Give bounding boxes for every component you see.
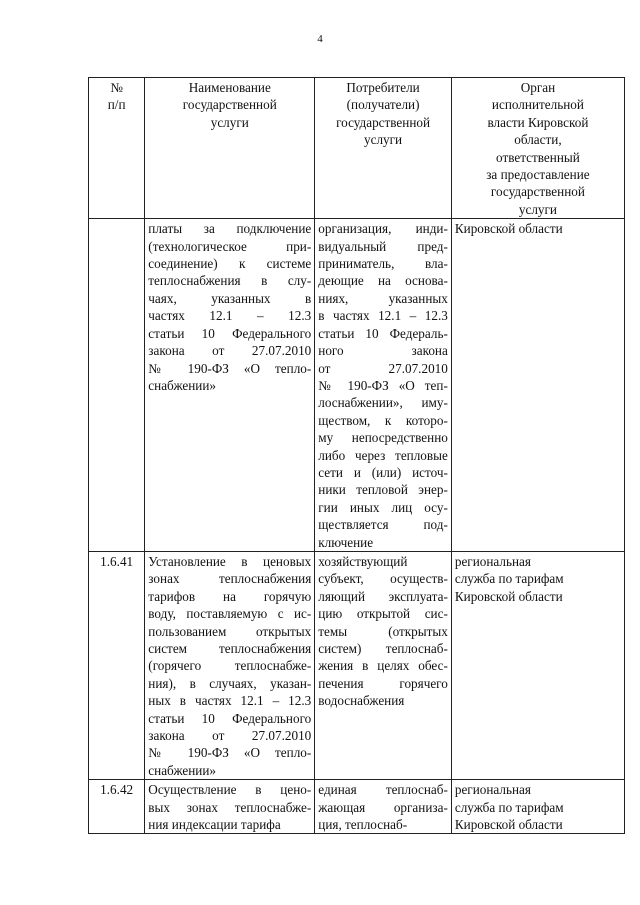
text-line: статьи 10 Федерального [148,710,312,726]
text-line: ниях, указанных [318,290,448,306]
text-line: услуги [210,114,249,130]
text-line: субъект, осуществ- [318,571,448,587]
text-line: деющие на основа- [318,273,448,289]
header-number [89,78,145,219]
text-line: № 190-ФЗ «О теп- [318,377,448,393]
text-line: ния индексации тарифа [148,817,281,833]
text-line: исполнительной [491,97,584,113]
text-line: систем) теплоснаб- [318,641,448,656]
text-line: ного закона [318,343,448,359]
row-service [145,551,315,779]
text-line: единая теплоснаб- [318,782,448,798]
services-table [88,77,625,834]
text-line: Осуществление в цено- [148,782,312,798]
text-line: п/п [107,97,126,113]
text-line: организация, инди- [318,221,448,237]
text-line: вых зонах теплоснабже- [148,799,312,815]
text-line: тарифов на горячую [148,588,312,604]
text-line: водоснабжения [318,693,405,709]
header-service [145,78,315,219]
text-line: региональная [454,782,531,798]
text-line: статьи 10 Федераль- [318,325,448,341]
text-line: Кировской области [454,588,563,604]
text-line: теплоснабжения в слу- [148,273,312,289]
row-authority [451,780,624,834]
text-line: снабжении» [148,762,216,778]
text-line: № 190-ФЗ «О тепло- [148,360,312,376]
text-line: за предоставление [486,167,590,183]
text-line: ществляется под- [318,517,448,533]
text-line: либо через тепловые [318,447,448,463]
table-header-row [89,78,625,219]
text-line: услуги [518,201,557,217]
text-line: систем теплоснабжения [148,641,312,656]
text-line: ния), в случаях, указан- [148,675,312,691]
text-line: ция, теплоснаб- [318,817,408,833]
text-line: частях 12.1 – 12.3 [148,308,312,324]
text-line: темы (открытых [318,623,448,639]
row-service [145,780,315,834]
text-line: му непосредственно [318,430,448,446]
text-line: Наименование [188,80,271,95]
text-line: региональная [454,553,531,569]
row-number [89,219,145,552]
text-line: жающая организа- [318,799,448,815]
row-authority [451,219,624,552]
table-row [89,551,625,779]
text-line: сети и (или) источ- [318,464,448,480]
text-line: Кировской области [454,221,563,237]
text-line: цию открытой сис- [318,606,448,622]
text-line: пользованием открытых [148,623,312,639]
text-line: № 190-ФЗ «О тепло- [148,745,312,761]
text-line: Орган [520,80,556,95]
text-line: служба по тарифам [454,571,564,587]
row-consumers [315,219,452,552]
text-line: лоснабжении», иму- [318,395,448,411]
text-line: ники тепловой энер- [318,482,448,498]
text-line: (горячего теплоснабже- [148,658,312,674]
text-line: № [110,80,123,95]
row-consumers [315,780,452,834]
text-line: (получатели) [346,97,420,113]
row-authority [451,551,624,779]
text-line: Кировской области [454,817,563,833]
row-consumers [315,551,452,779]
text-line: (технологическое при- [148,238,312,254]
text-line: зонах теплоснабжения [148,571,312,587]
text-line: воду, поставляемую с ис- [148,606,312,622]
text-line: области, [514,132,562,148]
text-line: гии иных лиц осу- [318,499,448,515]
text-line: ляющий эксплуата- [318,588,448,604]
text-line: в частях 12.1 – 12.3 [318,308,448,324]
text-line: закона от 27.07.2010 [148,343,312,359]
text-line: государственной [336,114,431,130]
table-row [89,219,625,552]
table-row [89,780,625,834]
text-line: государственной [490,184,585,200]
text-line: услуги [364,132,403,148]
text-line: ключение [318,534,374,550]
text-line: видуальный пред- [318,238,448,254]
header-consumers [315,78,452,219]
text-line: платы за подключение [148,221,312,237]
text-line: от 27.07.2010 [318,360,448,376]
page-number: 4 [317,33,323,45]
text-line: ных в частях 12.1 – 12.3 [148,693,312,709]
text-line: ответственный [496,149,580,165]
text-line: соединение) к системе [148,256,312,272]
text-line: приниматель, вла- [318,256,448,272]
row-number: 1.6.41 [89,551,145,779]
text-line: статьи 10 Федерального [148,325,312,341]
text-line: ществом, к которо- [318,412,448,428]
text-line: закона от 27.07.2010 [148,728,312,744]
text-line: государственной [182,97,277,113]
text-line: печения горячего [318,675,448,691]
row-number: 1.6.42 [89,780,145,834]
text-line: хозяйствующий [318,553,408,569]
row-service [145,219,315,552]
text-line: служба по тарифам [454,799,564,815]
text-line: жения в целях обес- [318,658,448,674]
text-line: чаях, указанных в [148,290,312,306]
text-line: Установление в ценовых [148,553,312,569]
text-line: снабжении» [148,377,216,393]
header-authority [451,78,624,219]
text-line: Потребители [346,80,420,95]
text-line: власти Кировской [487,114,589,130]
